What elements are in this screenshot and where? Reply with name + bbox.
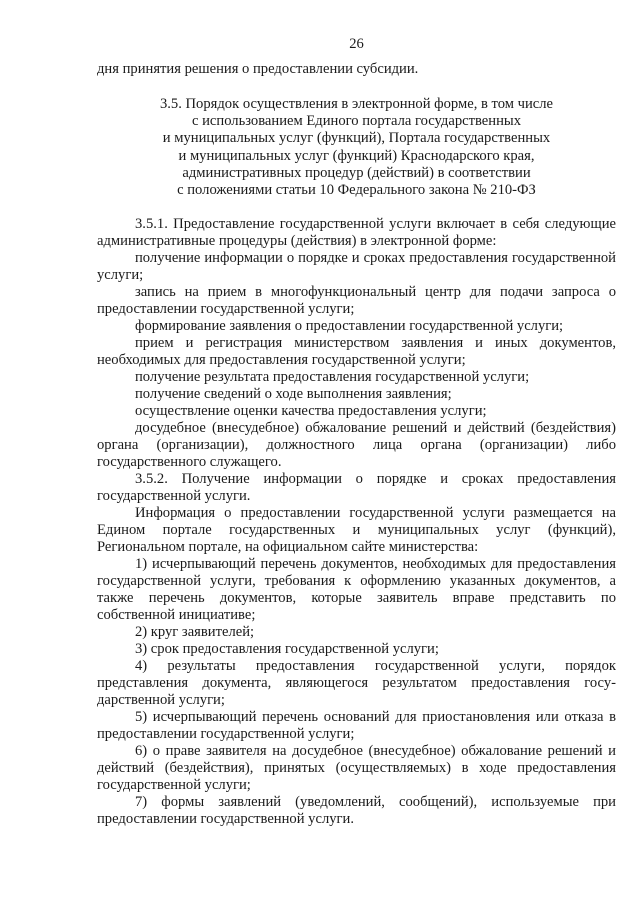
heading-line: и муниципальных услуг (функций), Портала государственных (162, 130, 551, 147)
heading-line: с использованием Единого портала государственных (191, 113, 521, 130)
numbered-item: 6) о праве заявителя на досудебное (внесудебное) обжалование решений и действий (бездействия), принятых (осуществляемых) в ходе предоставления государственной услуги; (97, 743, 616, 793)
document-body (97, 216, 616, 828)
list-item: осуществление оценки качества предоставления услуги; (135, 403, 487, 419)
numbered-item: 1) исчерпывающий перечень документов, необходимых для предоставления государственной услуги, требования к оформлению указанных документов, а также перечень документов, которые заявитель вправе представить по собственной инициативе; (97, 556, 616, 623)
paragraph: Информация о предоставлении государственной услуги размещается на Едином портале государственных и муниципальных услуг (функций), Региональном портале, на официальном сайте министерства: (97, 505, 616, 555)
numbered-item: 4) результаты предоставления государственной услуги, порядок представления документа, являющегося результатом предоставления государственной услуги; (97, 658, 616, 708)
list-item: досудебное (внесудебное) обжалование решений и действий (бездействия) органа (организации), должностного лица органа (организации) либо государственного служащего. (97, 420, 616, 470)
list-item: получение информации о порядке и сроках предоставления государственной услуги; (97, 250, 616, 283)
list-item: получение результата предоставления государственной услуги; (135, 369, 530, 385)
numbered-item: 7) формы заявлений (уведомлений, сообщений), используемые при предоставлении государственной услуги. (97, 794, 616, 827)
page-number: 26 (349, 36, 364, 52)
continuation-line: дня принятия решения о предоставлении субсидии. (97, 61, 419, 77)
paragraph-3-5-1: 3.5.1. Предоставление государственной услуги включает в себя следующие административные процедуры (действия) в электронной форме: (97, 216, 616, 249)
list-item: получение сведений о ходе выполнения заявления; (135, 386, 452, 402)
list-item: запись на прием в многофункциональный центр для подачи запроса о предоставлении государственной услуги; (97, 284, 616, 317)
section-heading (97, 96, 616, 199)
heading-line: с положениями статьи 10 Федерального закона № 210-ФЗ (177, 182, 536, 199)
heading-line: 3.5. Порядок осуществления в электронной форме, в том числе (159, 96, 554, 112)
list-item: прием и регистрация министерством заявления и иных документов, необходимых для предоставления государственной услуги; (97, 335, 616, 368)
paragraph-3-5-2: 3.5.2. Получение информации о порядке и сроках предоставления государственной услуги. (97, 471, 616, 504)
numbered-item: 3) срок предоставления государственной услуги; (135, 641, 439, 657)
heading-line: и муниципальных услуг (функций) Краснодарского края, (178, 147, 535, 164)
numbered-item: 2) круг заявителей; (135, 624, 255, 640)
heading-line: административных процедур (действий) в соответствии (182, 164, 531, 181)
list-item: формирование заявления о предоставлении государственной услуги; (135, 318, 564, 334)
numbered-item: 5) исчерпывающий перечень оснований для приостановления или отказа в предоставлении государственной услуги; (97, 709, 616, 742)
